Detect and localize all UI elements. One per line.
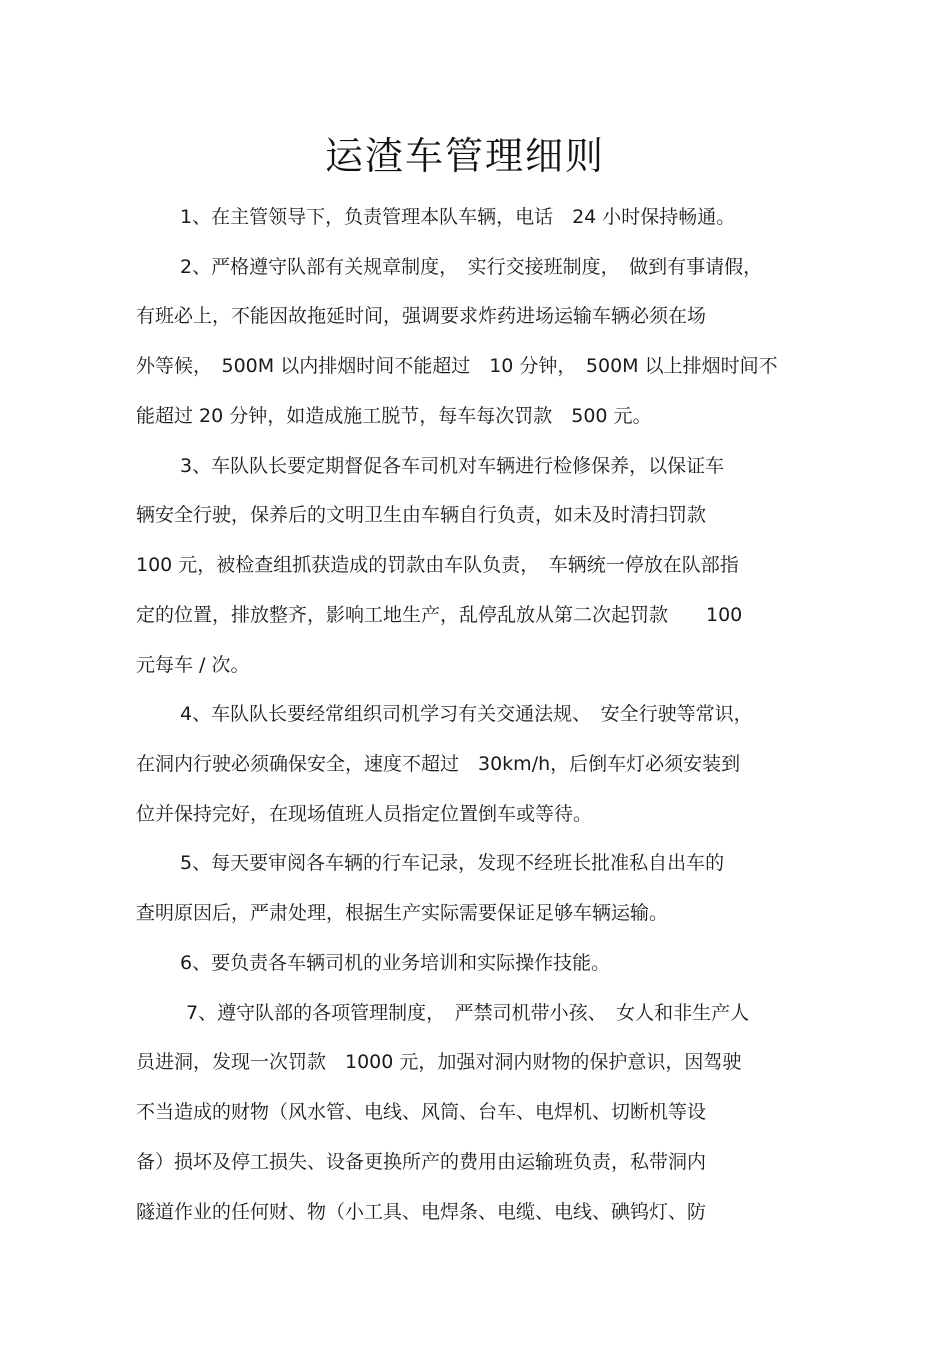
paragraph-line: 定的位置，排放整齐，影响工地生产，乱停乱放从第二次起罚款 100 (136, 604, 743, 626)
paragraph-line: 位并保持完好，在现场值班人员指定位置倒车或等待。 (136, 803, 593, 825)
paragraph-line: 查明原因后，严肃处理，根据生产实际需要保证足够车辆运输。 (136, 902, 669, 924)
paragraph-line: 3、车队队长要定期督促各车司机对车辆进行检修保养，以保证车 (180, 455, 725, 477)
paragraph-line: 1、在主管领导下，负责管理本队车辆，电话 24 小时保持畅通。 (180, 206, 736, 228)
paragraph-line: 备）损坏及停工损失、设备更换所产的费用由运输班负责，私带洞内 (136, 1151, 707, 1173)
paragraph-line: 100 元，被检查组抓获造成的罚款由车队负责， 车辆统一停放在队部指 (136, 554, 739, 576)
page-title: 运渣车管理细则 (324, 134, 605, 178)
paragraph-line: 5、每天要审阅各车辆的行车记录，发现不经班长批准私自出车的 (180, 852, 725, 874)
paragraph-line: 不当造成的财物（风水管、电线、风筒、台车、电焊机、切断机等设 (136, 1101, 707, 1123)
paragraph-line: 外等候， 500M 以内排烟时间不能超过 10 分钟， 500M 以上排烟时间不 (136, 355, 778, 377)
paragraph-line: 4、车队队长要经常组织司机学习有关交通法规、 安全行驶等常识， (180, 703, 753, 725)
paragraph-line: 在洞内行驶必须确保安全，速度不超过 30km/h，后倒车灯必须安装到 (136, 753, 741, 775)
paragraph-line: 元每车 / 次。 (136, 654, 250, 676)
paragraph-line: 员进洞，发现一次罚款 1000 元，加强对洞内财物的保护意识，因驾驶 (136, 1051, 742, 1073)
paragraph-line: 辆安全行驶，保养后的文明卫生由车辆自行负责，如未及时清扫罚款 (136, 504, 707, 526)
paragraph-line: 2、严格遵守队部有关规章制度， 实行交接班制度， 做到有事请假， (180, 256, 763, 278)
paragraph-line: 6、要负责各车辆司机的业务培训和实际操作技能。 (180, 952, 611, 974)
paragraph-line: 7、遵守队部的各项管理制度， 严禁司机带小孩、 女人和非生产人 (186, 1002, 750, 1024)
paragraph-line: 能超过 20 分钟，如造成施工脱节，每车每次罚款 500 元。 (136, 405, 652, 427)
paragraph-line: 有班必上，不能因故拖延时间，强调要求炸药进场运输车辆必须在场 (136, 305, 707, 327)
paragraph-line: 隧道作业的任何财、物（小工具、电焊条、电缆、电线、碘钨灯、防 (136, 1201, 707, 1223)
